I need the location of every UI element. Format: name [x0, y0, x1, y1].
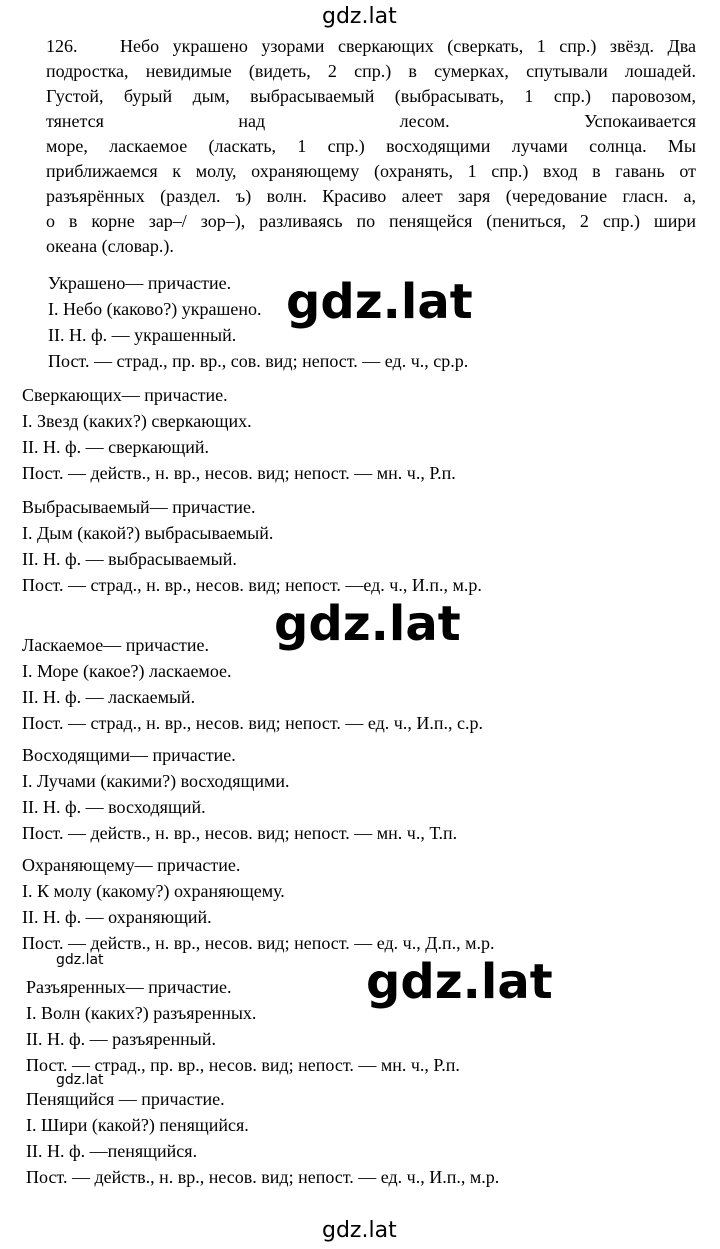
analysis-title: Пенящийся — причастие.: [26, 1089, 225, 1109]
analysis-title: Охраняющему— причастие.: [22, 855, 241, 875]
analysis-line-3: Пост. — страд., н. вр., несов. вид; непост. —ед. ч., И.п., м.р.: [22, 575, 482, 595]
analysis-block: [22, 382, 456, 486]
exercise-line: Густой, бурый дым, выбрасываемый (выбрасывать, 1 спр.) паровозом,: [46, 86, 696, 106]
analysis-line-3: Пост. — страд., пр. вр., сов. вид; непост. — ед. ч., ср.р.: [48, 351, 469, 371]
analysis-line-2: II. Н. ф. — ласкаемый.: [22, 687, 196, 707]
watermark-large: gdz.lat: [366, 954, 553, 1010]
exercise-text: [46, 34, 696, 259]
analysis-line-3: Пост. — страд., н. вр., несов. вид; непост. — ед. ч., И.п., с.р.: [22, 713, 483, 733]
analysis-block: [22, 852, 495, 956]
analysis-line-1: I. Дым (какой?) выбрасываемый.: [22, 523, 274, 543]
analysis-line-2: II. Н. ф. — выбрасываемый.: [22, 549, 237, 569]
exercise-line: о в корне зар–/ зор–), разливаясь по пенящейся (пениться, 2 спр.) шири: [46, 211, 696, 231]
exercise-line: разъярённых (раздел. ъ) волн. Красиво алеет заря (чередование гласн. а,: [46, 186, 696, 206]
analysis-title: Сверкающих— причастие.: [22, 385, 228, 405]
watermark-small: gdz.lat: [56, 952, 104, 968]
analysis-title: Ласкаемое— причастие.: [22, 635, 210, 655]
watermark-large: gdz.lat: [286, 274, 473, 330]
analysis-line-1: I. Небо (каково?) украшено.: [48, 299, 262, 319]
analysis-block: [22, 742, 457, 846]
analysis-line-1: I. К молу (какому?) охраняющему.: [22, 881, 285, 901]
analysis-line-3: Пост. — действ., н. вр., несов. вид; непост. — ед. ч., Д.п., м.р.: [22, 933, 495, 953]
analysis-title: Украшено— причастие.: [48, 273, 232, 293]
analysis-line-3: Пост. — страд., пр. вр., несов. вид; непост. — мн. ч., Р.п.: [26, 1055, 460, 1075]
exercise-line: тянется над лесом. Успокаивается: [46, 111, 696, 131]
analysis-line-3: Пост. — действ., н. вр., несов. вид; непост. — ед. ч., И.п., м.р.: [26, 1167, 500, 1187]
analysis-line-1: I. Море (какое?) ласкаемое.: [22, 661, 232, 681]
analysis-line-3: Пост. — действ., н. вр., несов. вид; непост. — мн. ч., Р.п.: [22, 463, 456, 483]
analysis-line-3: Пост. — действ., н. вр., несов. вид; непост. — мн. ч., Т.п.: [22, 823, 458, 843]
analysis-title: Разъяренных— причастие.: [26, 977, 232, 997]
analysis-block: [48, 270, 468, 374]
analysis-line-1: I. Звезд (каких?) сверкающих.: [22, 411, 252, 431]
analysis-line-1: I. Шири (какой?) пенящийся.: [26, 1115, 249, 1135]
analysis-line-2: II. Н. ф. — разъяренный.: [26, 1029, 217, 1049]
exercise-line: 126. Небо украшено узорами сверкающих (сверкать, 1 спр.) звёзд. Два: [46, 34, 696, 59]
analysis-line-1: I. Лучами (какими?) восходящими.: [22, 771, 290, 791]
analysis-line-2: II. Н. ф. — украшенный.: [48, 325, 237, 345]
analysis-block: [26, 974, 460, 1078]
analysis-title: Восходящими— причастие.: [22, 745, 236, 765]
analysis-line-1: I. Волн (каких?) разъяренных.: [26, 1003, 257, 1023]
analysis-line-2: II. Н. ф. — сверкающий.: [22, 437, 210, 457]
exercise-line: море, ласкаемое (ласкать, 1 спр.) восходящими лучами солнца. Мы: [46, 136, 696, 156]
analysis-line-2: II. Н. ф. — охраняющий.: [22, 907, 212, 927]
analysis-title: Выбрасываемый— причастие.: [22, 497, 256, 517]
analysis-block: [22, 494, 482, 598]
exercise-line: подростка, невидимые (видеть, 2 спр.) в сумерках, спутывали лошадей.: [46, 61, 696, 81]
watermark-top: gdz.lat: [322, 4, 397, 29]
analysis-line-2: II. Н. ф. — восходящий.: [22, 797, 206, 817]
exercise-line: океана (словар.).: [46, 236, 174, 256]
watermark-small: gdz.lat: [56, 1072, 104, 1088]
exercise-line: приближаемся к молу, охраняющему (охранять, 1 спр.) вход в гавань от: [46, 161, 696, 181]
watermark-bottom: gdz.lat: [322, 1218, 397, 1243]
analysis-block: [22, 632, 483, 736]
watermark-large: gdz.lat: [274, 596, 461, 652]
exercise-number: 126.: [46, 36, 78, 56]
analysis-line-2: II. Н. ф. —пенящийся.: [26, 1141, 198, 1161]
analysis-block: [26, 1086, 499, 1190]
